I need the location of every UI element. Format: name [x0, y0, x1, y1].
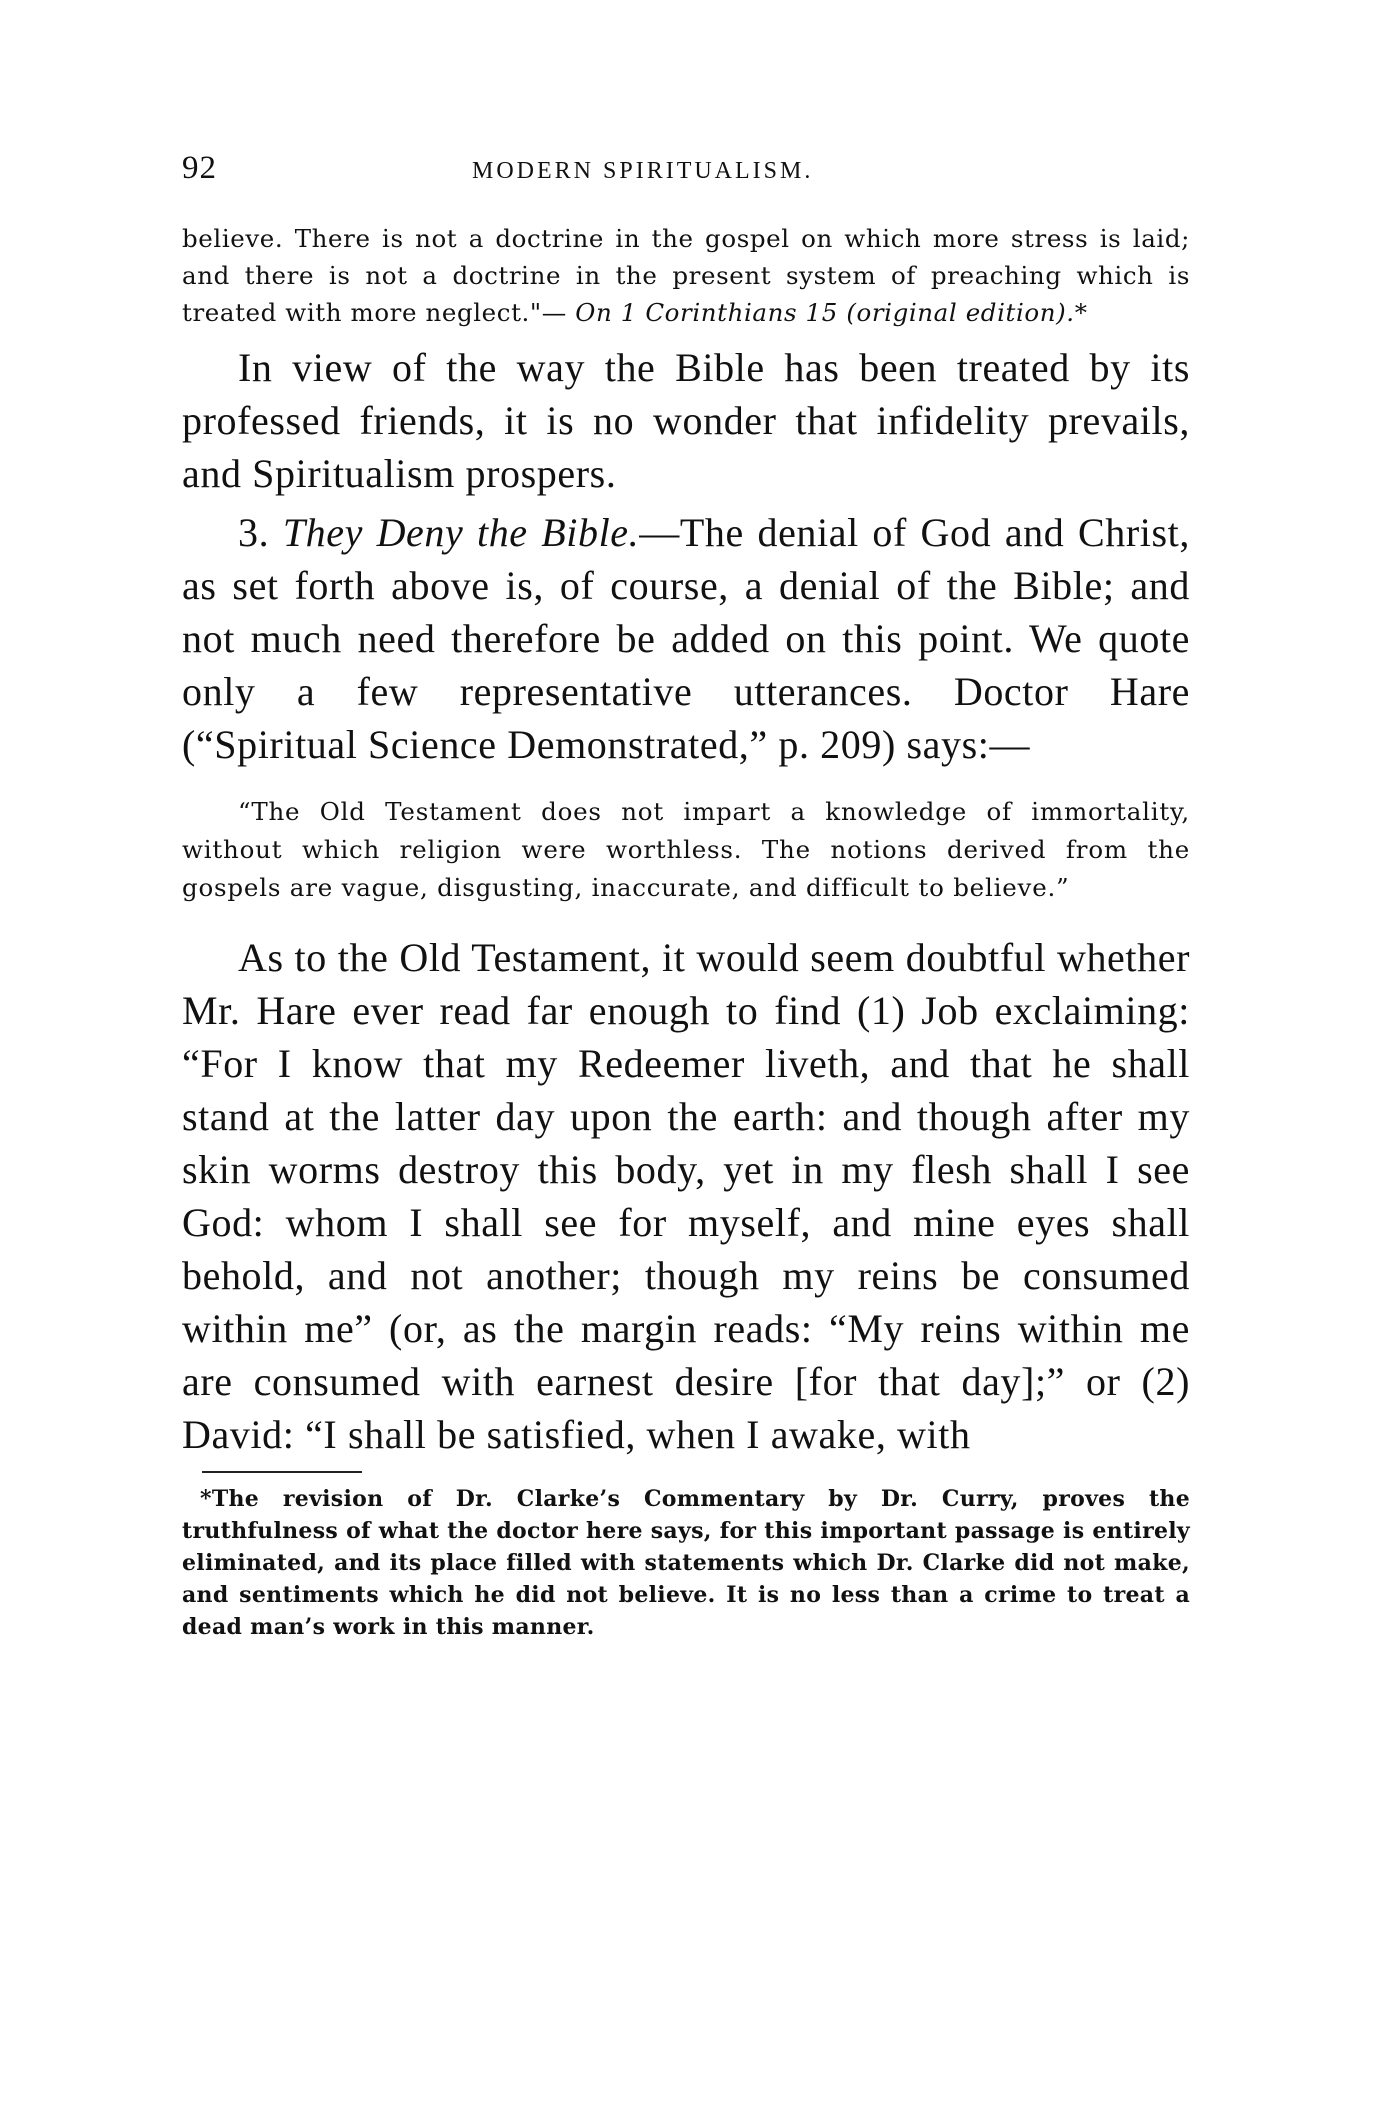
section-text: The denial of God and Christ, as set forth above is, of course, a denial of the Bible; and not much need therefore be added on this point. We quote only a few representative utterances. Doctor Hare (“Spiritual Science Demonstrated,” p. 209) says:— [182, 510, 1190, 767]
continued-quote-citation: On 1 Corinthians 15 (original edition). [575, 298, 1075, 327]
footnote-text: The revision of Dr. Clarke’s Commentary by Dr. Curry, proves the truthfulness of what the doctor here says, for this important passage is entirely eliminated, and its place filled with statements which Dr. Clarke did not make, and sentiments which he did not believe. It is no less than a crime to treat a dead man’s work in this manner. [182, 1486, 1190, 1640]
paragraph-bible-treatment: In view of the way the Bible has been treated by its professed friends, it is no wonder that infidelity prevails, and Spiritualism prospers. [182, 345, 1190, 496]
footnote-divider [202, 1471, 362, 1473]
page-number: 92 [182, 150, 217, 186]
footnote-marker: * [1074, 298, 1088, 327]
book-page [182, 150, 1190, 1643]
section-dash: — [639, 510, 680, 555]
page-header [182, 150, 1190, 198]
section-heading: They Deny the Bible. [282, 510, 640, 555]
paragraph-old-testament: As to the Old Testament, it would seem doubtful whether Mr. Hare ever read far enough to find (1) Job exclaiming: “For I know that my Redeemer liveth, and that he shall stand at the latter day upon the earth: and though after my skin worms destroy this body, yet in my flesh shall I see God: whom I shall see for myself, and mine eyes shall behold, and not another; though my reins be consumed within me” (or, as the margin reads: “My reins within me are consumed with earnest desire [for that day];” or (2) David: “I shall be satisfied, when I awake, with [182, 935, 1190, 1457]
continued-quote [182, 220, 1190, 331]
continued-quote-text: believe. There is not a doctrine in the gospel on which more stress is laid; and there is not a doctrine in the present system of preaching which is treated with more neglect."— [182, 224, 1190, 327]
section-3-paragraph [182, 506, 1190, 771]
running-head: MODERN SPIRITUALISM. [472, 158, 814, 184]
section-number: 3. [238, 510, 270, 555]
footnote-marker-bottom: * [200, 1486, 212, 1512]
hare-quote-text: “The Old Testament does not impart a knowledge of immortality, without which religion were worthless. The notions derived from the gospels are vague, disgusting, inaccurate, and difficult to believe.” [182, 797, 1190, 902]
hare-quote [182, 793, 1190, 907]
footnote [182, 1483, 1190, 1643]
